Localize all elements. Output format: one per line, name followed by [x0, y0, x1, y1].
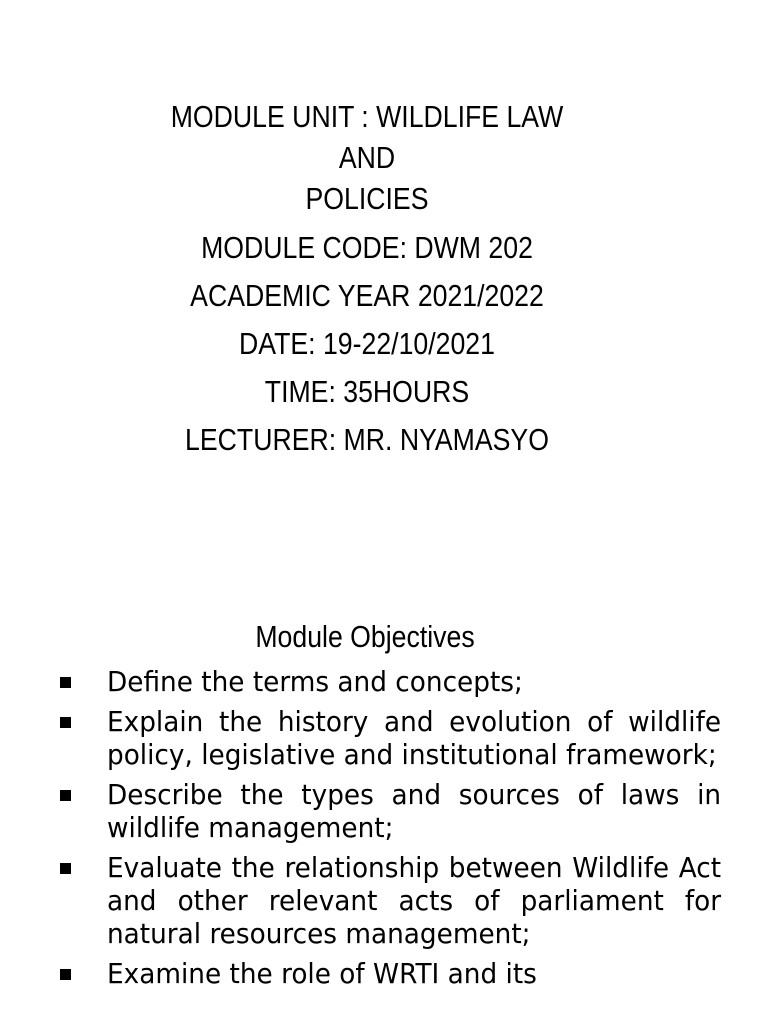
module-unit-line-1: MODULE UNIT : WILDLIFE LAW AND — [170, 99, 564, 175]
square-bullet-icon — [60, 863, 71, 874]
objective-text: Describe the types and sources of laws in wildlife management; — [107, 778, 722, 844]
module-title-block — [146, 96, 588, 460]
date-line: DATE: 19-22/10/2021 — [239, 326, 495, 361]
objective-text: Explain the history and evolution of wildlife policy, legislative and institutional framework; — [107, 705, 722, 771]
objectives-heading: Module Objectives — [255, 619, 475, 654]
list-item — [56, 851, 721, 950]
list-item — [56, 705, 721, 771]
objective-text: Evaluate the relationship between Wildlife Act and other relevant acts of parliament for natural resources management; — [107, 851, 722, 950]
square-bullet-icon — [60, 790, 71, 801]
lecturer-line: LECTURER: MR. NYAMASYO — [185, 422, 549, 457]
module-code-line: MODULE CODE: DWM 202 — [201, 230, 533, 265]
list-item — [56, 957, 721, 990]
objectives-list — [56, 665, 721, 997]
list-item — [56, 778, 721, 844]
square-bullet-icon — [60, 677, 71, 688]
square-bullet-icon — [60, 717, 71, 728]
objective-text: Examine the role of WRTI and its — [107, 957, 537, 990]
objective-text: Define the terms and concepts; — [107, 665, 523, 698]
time-line: TIME: 35HOURS — [264, 374, 470, 409]
square-bullet-icon — [60, 969, 71, 980]
module-unit-line-2: POLICIES — [305, 181, 429, 216]
academic-year-line: ACADEMIC YEAR 2021/2022 — [190, 278, 544, 313]
list-item — [56, 665, 721, 698]
